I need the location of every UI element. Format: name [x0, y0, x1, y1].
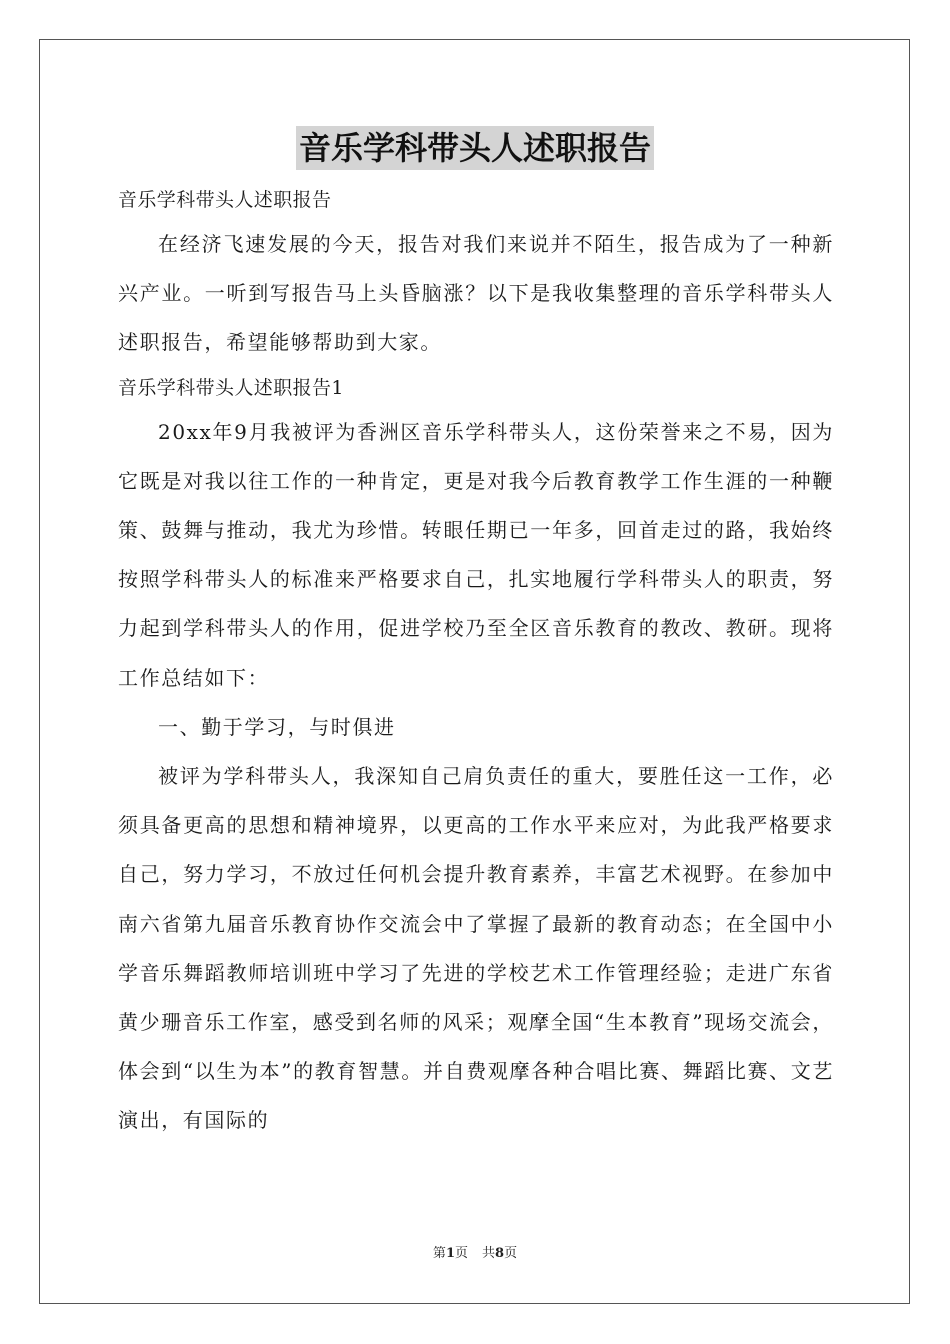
page-number: 1 [445, 1246, 455, 1261]
document-body [118, 180, 834, 1146]
subtitle-line: 音乐学科带头人述职报告 [118, 189, 332, 211]
total-label: 页 [504, 1246, 518, 1261]
page-label: 页 [454, 1246, 468, 1261]
page-total: 8 [495, 1246, 505, 1261]
title-area [0, 126, 950, 170]
page-footer [0, 1242, 950, 1261]
body-paragraph: 被评为学科带头人，我深知自己肩负责任的重大，要胜任这一工作，必须具备更高的思想和精神境界，以更高的工作水平来应对，为此我严格要求自己，努力学习，不放过任何机会提升教育素养，丰富艺术视野。在参加中南六省第九届音乐教育协作交流会中了掌握了最新的教育动态；在全国中小学音乐舞蹈教师培训班中学习了先进的学校艺术工作管理经验；走进广东省黄少珊音乐工作室，感受到名师的风采；观摩全国“生本教育”现场交流会，体会到“以生为本”的教育智慧。并自费观摩各种合唱比赛、舞蹈比赛、文艺演出，有国际的 [118, 764, 834, 1133]
page-prefix: 第 [432, 1246, 446, 1261]
body-paragraph: 20xx年9月我被评为香洲区音乐学科带头人，这份荣誉来之不易，因为它既是对我以往工作的一种肯定，更是对我今后教育教学工作生涯的一种鞭策、鼓舞与推动，我尤为珍惜。转眼任期已一年多，回首走过的路，我始终按照学科带头人的标准来严格要求自己，扎实地履行学科带头人的职责，努力起到学科带头人的作用，促进学校乃至全区音乐教育的教改、教研。现将工作总结如下： [118, 419, 834, 690]
total-prefix: 共 [482, 1246, 496, 1261]
intro-paragraph: 在经济飞速发展的今天，报告对我们来说并不陌生，报告成为了一种新兴产业。一听到写报告马上头昏脑涨？以下是我收集整理的音乐学科带头人述职报告，希望能够帮助到大家。 [118, 232, 834, 355]
section-heading: 音乐学科带头人述职报告1 [118, 376, 344, 399]
subheading: 一、勤于学习，与时俱进 [158, 714, 396, 739]
document-title: 音乐学科带头人述职报告 [296, 126, 654, 170]
